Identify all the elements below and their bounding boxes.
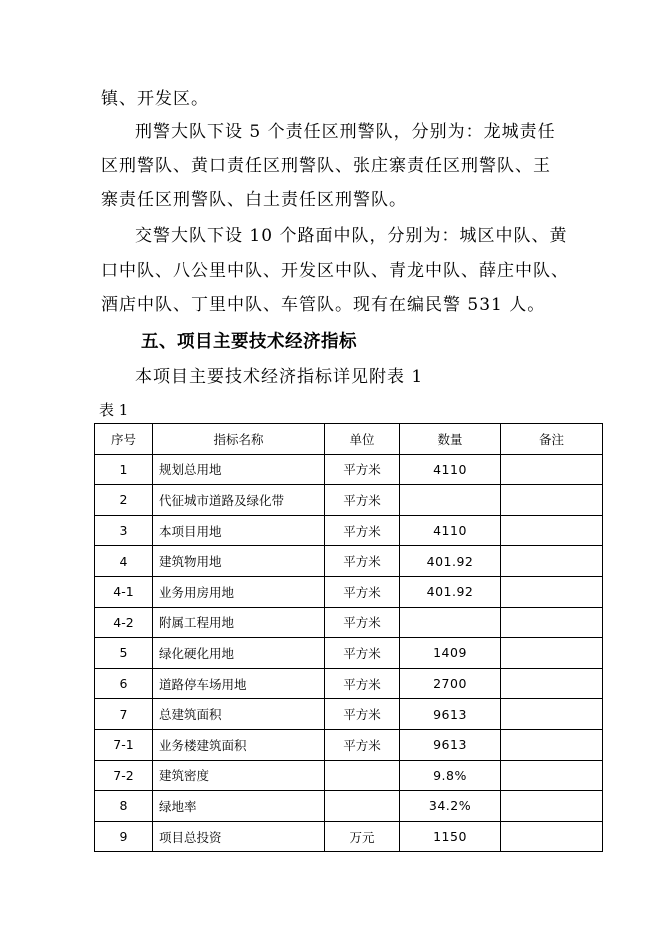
cell-indicator-name: 业务楼建筑面积 — [153, 729, 325, 760]
cell-remarks — [501, 821, 603, 852]
header-remarks: 备注 — [501, 424, 603, 455]
paragraph-1-line-2: 寨责任区刑警队、白土责任区刑警队。 — [101, 190, 407, 210]
cell-unit: 平方米 — [325, 576, 400, 607]
intro-line: 本项目主要技术经济指标详见附表 1 — [135, 367, 424, 387]
header-indicator-name: 指标名称 — [153, 424, 325, 455]
header-unit: 单位 — [325, 424, 400, 455]
cell-indicator-name: 总建筑面积 — [153, 699, 325, 730]
cell-index: 8 — [95, 791, 153, 822]
cell-unit — [325, 760, 400, 791]
cell-quantity: 4110 — [400, 454, 501, 485]
cell-remarks — [501, 699, 603, 730]
table-row — [95, 546, 603, 577]
cell-indicator-name: 附属工程用地 — [153, 607, 325, 638]
cell-indicator-name: 道路停车场用地 — [153, 668, 325, 699]
cell-quantity: 9613 — [400, 699, 501, 730]
table-row — [95, 576, 603, 607]
cell-index: 1 — [95, 454, 153, 485]
table-row — [95, 760, 603, 791]
cell-remarks — [501, 576, 603, 607]
cell-quantity: 9.8% — [400, 760, 501, 791]
paragraph-2-line-0: 交警大队下设 10 个路面中队，分别为：城区中队、黄 — [135, 226, 568, 246]
table-row — [95, 607, 603, 638]
cell-indicator-name: 绿化硬化用地 — [153, 638, 325, 669]
cell-quantity: 34.2% — [400, 791, 501, 822]
paragraph-2-line-2: 酒店中队、丁里中队、车管队。现有在编民警 531 人。 — [101, 295, 546, 315]
cell-quantity: 401.92 — [400, 576, 501, 607]
cell-unit: 平方米 — [325, 546, 400, 577]
table-row — [95, 699, 603, 730]
cell-quantity: 9613 — [400, 729, 501, 760]
cell-quantity: 401.92 — [400, 546, 501, 577]
cell-remarks — [501, 791, 603, 822]
cell-remarks — [501, 454, 603, 485]
cell-index: 9 — [95, 821, 153, 852]
cell-indicator-name: 业务用房用地 — [153, 576, 325, 607]
cell-index: 4-2 — [95, 607, 153, 638]
cell-remarks — [501, 607, 603, 638]
cell-unit: 平方米 — [325, 638, 400, 669]
cell-remarks — [501, 668, 603, 699]
cell-quantity — [400, 607, 501, 638]
cell-unit: 平方米 — [325, 668, 400, 699]
cell-quantity: 2700 — [400, 668, 501, 699]
cell-unit: 平方米 — [325, 607, 400, 638]
cell-quantity — [400, 485, 501, 516]
cell-unit: 平方米 — [325, 454, 400, 485]
table-header-row — [95, 424, 603, 455]
table-row — [95, 485, 603, 516]
table-caption: 表 1 — [99, 401, 129, 419]
table-row — [95, 668, 603, 699]
cell-indicator-name: 建筑物用地 — [153, 546, 325, 577]
cell-remarks — [501, 729, 603, 760]
paragraph-0-line-0: 镇、开发区。 — [101, 89, 209, 109]
paragraph-2-line-1: 口中队、八公里中队、开发区中队、青龙中队、薛庄中队、 — [101, 261, 569, 281]
paragraph-1-line-1: 区刑警队、黄口责任区刑警队、张庄寨责任区刑警队、王 — [101, 156, 551, 176]
table-row — [95, 821, 603, 852]
table-row — [95, 638, 603, 669]
section-heading: 五、项目主要技术经济指标 — [141, 332, 357, 352]
cell-remarks — [501, 515, 603, 546]
cell-unit: 万元 — [325, 821, 400, 852]
cell-remarks — [501, 546, 603, 577]
table-row — [95, 791, 603, 822]
paragraph-1-line-0: 刑警大队下设 5 个责任区刑警队，分别为：龙城责任 — [135, 122, 556, 142]
cell-unit: 平方米 — [325, 729, 400, 760]
cell-indicator-name: 代征城市道路及绿化带 — [153, 485, 325, 516]
cell-remarks — [501, 638, 603, 669]
header-index: 序号 — [95, 424, 153, 455]
cell-index: 5 — [95, 638, 153, 669]
cell-unit: 平方米 — [325, 485, 400, 516]
indicator-table — [94, 423, 603, 852]
cell-indicator-name: 建筑密度 — [153, 760, 325, 791]
cell-quantity: 4110 — [400, 515, 501, 546]
cell-index: 2 — [95, 485, 153, 516]
cell-index: 7-2 — [95, 760, 153, 791]
cell-index: 4-1 — [95, 576, 153, 607]
cell-remarks — [501, 760, 603, 791]
cell-unit — [325, 791, 400, 822]
cell-quantity: 1409 — [400, 638, 501, 669]
cell-index: 7-1 — [95, 729, 153, 760]
cell-index: 3 — [95, 515, 153, 546]
cell-indicator-name: 项目总投资 — [153, 821, 325, 852]
cell-index: 7 — [95, 699, 153, 730]
table-row — [95, 515, 603, 546]
cell-unit: 平方米 — [325, 515, 400, 546]
header-quantity: 数量 — [400, 424, 501, 455]
cell-indicator-name: 本项目用地 — [153, 515, 325, 546]
cell-index: 6 — [95, 668, 153, 699]
cell-indicator-name: 绿地率 — [153, 791, 325, 822]
cell-quantity: 1150 — [400, 821, 501, 852]
cell-indicator-name: 规划总用地 — [153, 454, 325, 485]
table-row — [95, 729, 603, 760]
cell-unit: 平方米 — [325, 699, 400, 730]
cell-remarks — [501, 485, 603, 516]
cell-index: 4 — [95, 546, 153, 577]
table-row — [95, 454, 603, 485]
